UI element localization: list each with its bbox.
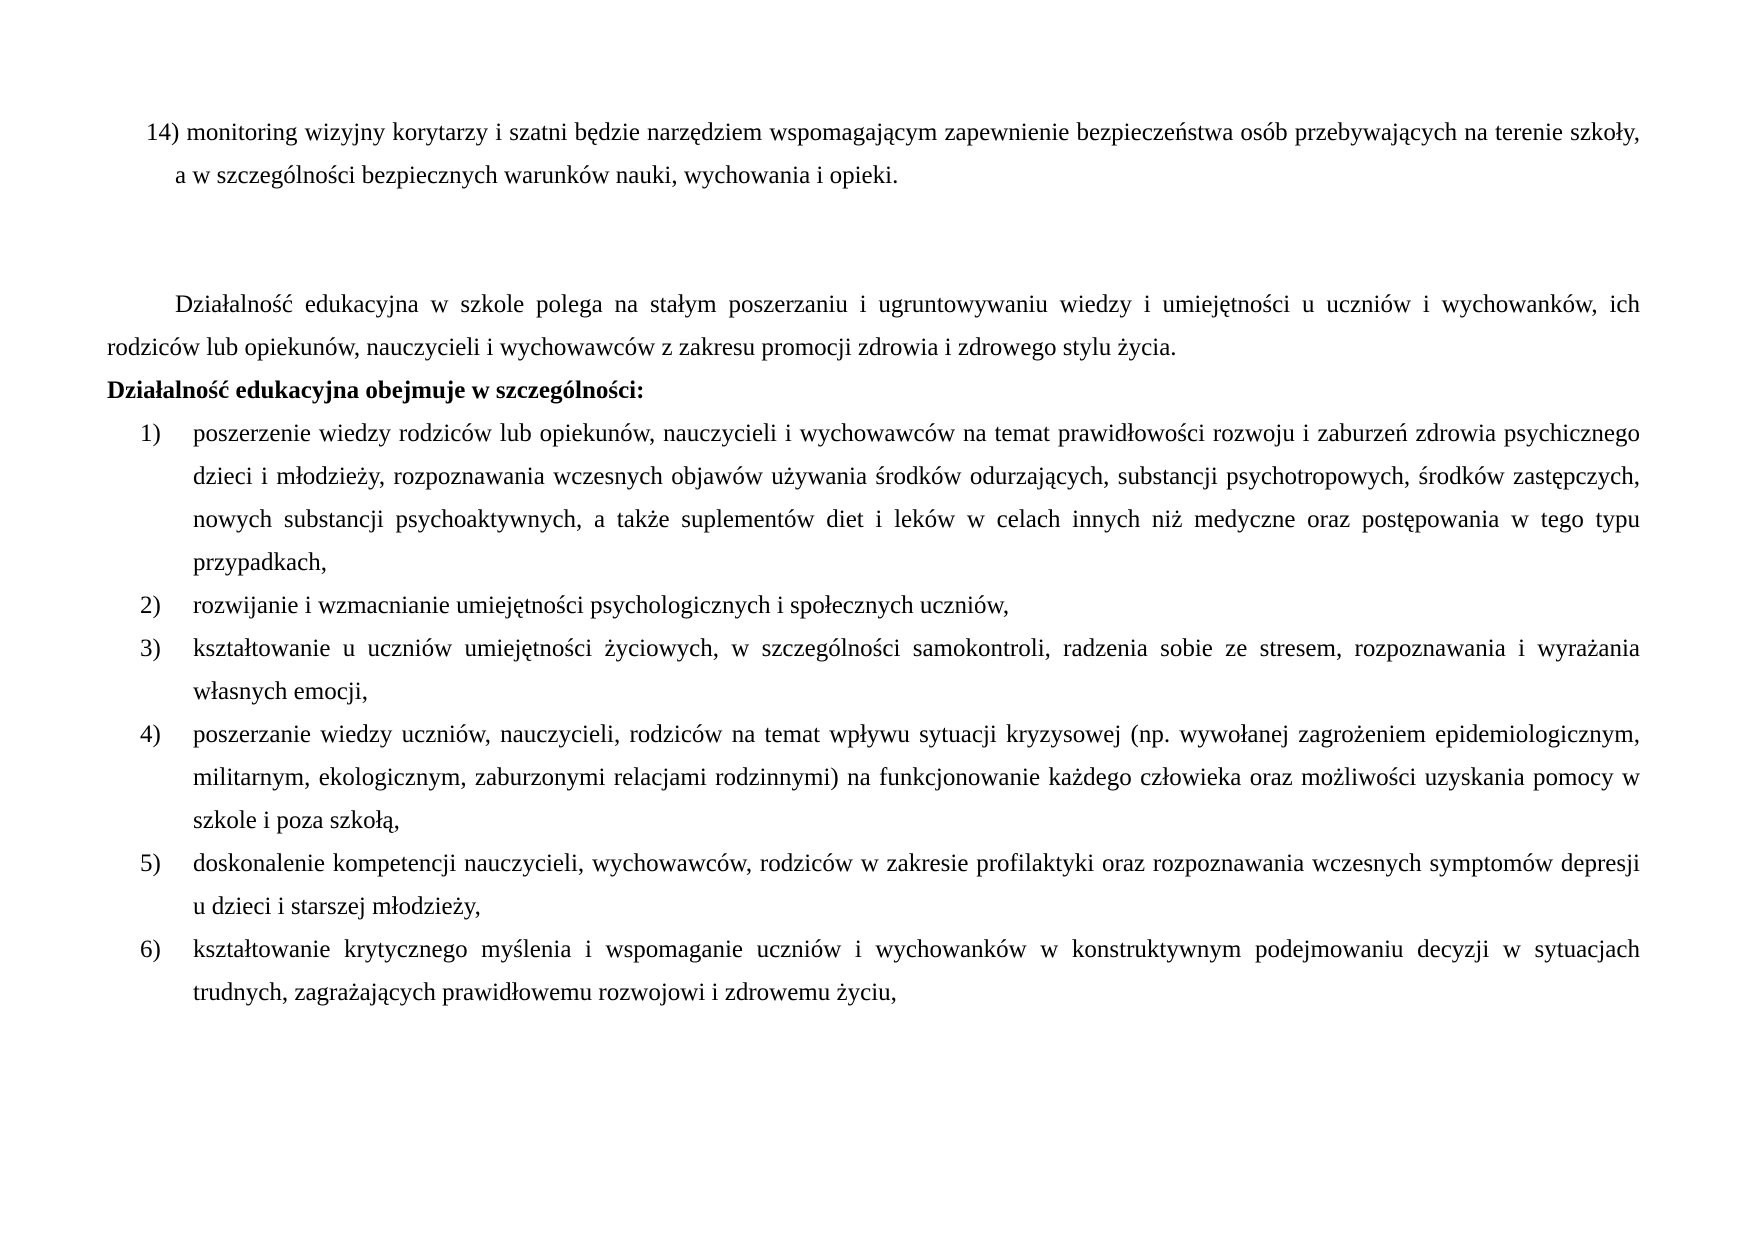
paragraph-intro: Działalność edukacyjna w szkole polega na stałym poszerzaniu i ugruntowywaniu wiedzy i umiejętności u uczniów i wychowanków, ich rodziców lub opiekunów, nauczycieli i wychowawców z zakresu promocji zdrowia i zdrowego stylu życia. [107, 291, 1640, 361]
list-item-6-marker: 6) [140, 936, 161, 963]
list-item-3-marker: 3) [140, 635, 161, 662]
numbered-list [107, 412, 1640, 1014]
list-item-6-text: kształtowanie krytycznego myślenia i wspomaganie uczniów i wychowanków w konstruktywnym podejmowaniu decyzji w sytuacjach trudnych, zagrażających prawidłowemu rozwojowi i zdrowemu życiu, [193, 936, 1640, 1006]
list-item-5-text: doskonalenie kompetencji nauczycieli, wychowawców, rodziców w zakresie profilaktyki oraz rozpoznawania wczesnych symptomów depresji u dzieci i starszej młodzieży, [193, 850, 1640, 920]
list-item-4 [107, 713, 1640, 842]
list-item-6 [107, 928, 1640, 1014]
list-item-4-marker: 4) [140, 721, 161, 748]
list-item-1-marker: 1) [140, 420, 161, 447]
list-item-3 [107, 627, 1640, 713]
section-heading: Działalność edukacyjna obejmuje w szczególności: [107, 377, 645, 404]
list-item-5-marker: 5) [140, 850, 161, 877]
list-item-5 [107, 842, 1640, 928]
list-item-2-marker: 2) [140, 592, 161, 619]
list-item-14 [107, 111, 1640, 197]
list-item-14-marker: 14) [146, 119, 180, 146]
list-item-4-text: poszerzanie wiedzy uczniów, nauczycieli, rodziców na temat wpływu sytuacji kryzysowej (np. wywołanej zagrożeniem epidemiologicznym, militarnym, ekologicznym, zaburzonymi relacjami rodzinnymi) na funkcjonowanie każdego człowieka oraz możliwości uzyskania pomocy w szkole i poza szkołą, [193, 721, 1640, 834]
list-item-1-text: poszerzenie wiedzy rodziców lub opiekunów, nauczycieli i wychowawców na temat prawidłowości rozwoju i zaburzeń zdrowia psychicznego dzieci i młodzieży, rozpoznawania wczesnych objawów używania środków odurzających, substancji psychotropowych, środków zastępczych, nowych substancji psychoaktywnych, a także suplementów diet i leków w celach innych niż medyczne oraz postępowania w tego typu przypadkach, [193, 420, 1640, 576]
list-item-3-text: kształtowanie u uczniów umiejętności życiowych, w szczególności samokontroli, radzenia sobie ze stresem, rozpoznawania i wyrażania własnych emocji, [193, 635, 1640, 705]
list-item-14-text: monitoring wizyjny korytarzy i szatni będzie narzędziem wspomagającym zapewnienie bezpieczeństwa osób przebywających na terenie szkoły, a w szczególności bezpiecznych warunków nauki, wychowania i opieki. [175, 119, 1640, 189]
list-item-2 [107, 584, 1640, 627]
list-item-2-text: rozwijanie i wzmacnianie umiejętności psychologicznych i społecznych uczniów, [193, 592, 1010, 619]
list-item-1 [107, 412, 1640, 584]
